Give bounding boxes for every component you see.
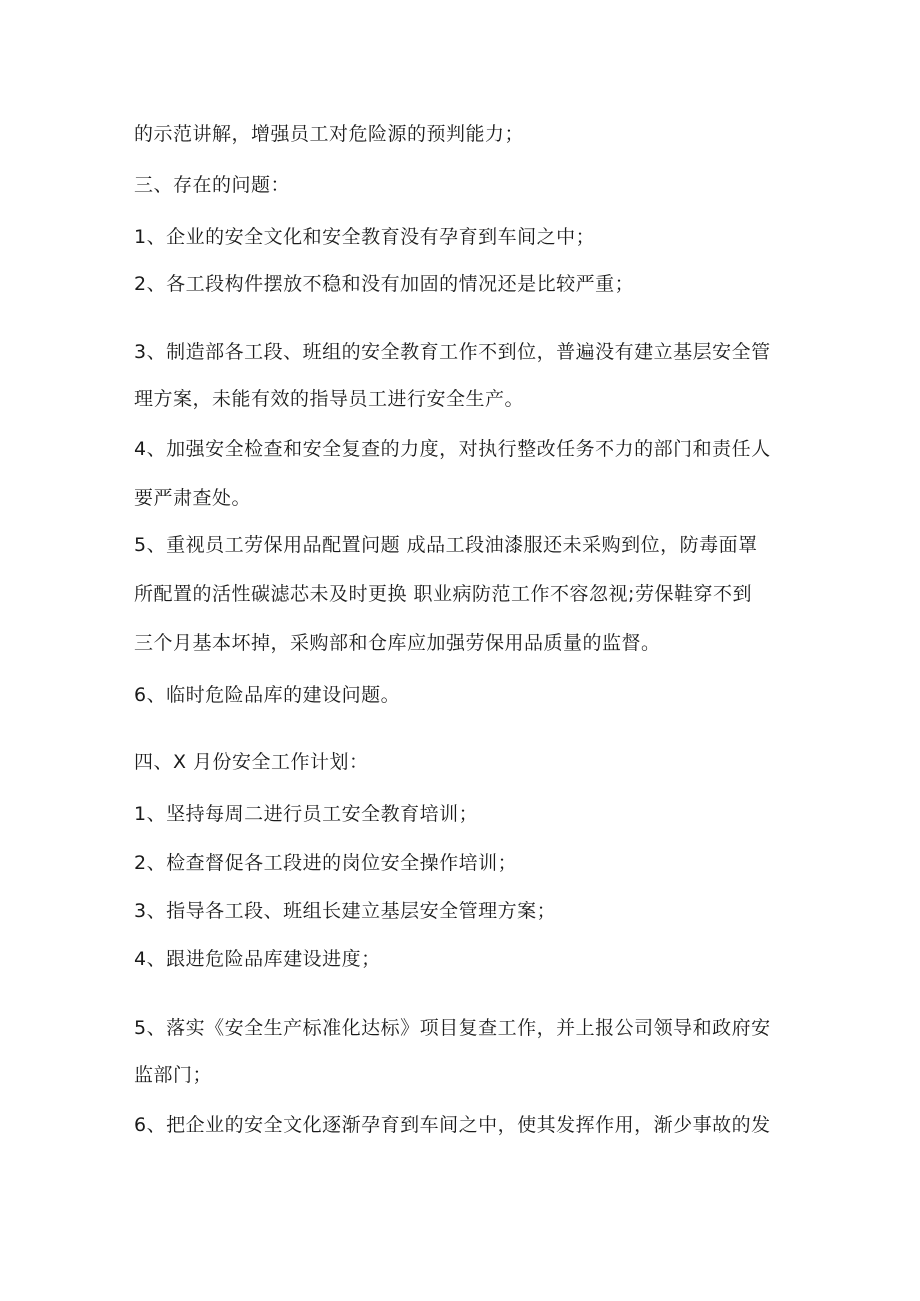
text-line-1: 的示范讲解，增强员工对危险源的预判能力； (134, 123, 525, 145)
text-line-17: 4、跟进危险品库建设进度； (134, 948, 381, 970)
text-line-6: 理方案，未能有效的指导员工进行安全生产。 (134, 388, 525, 410)
section-heading-problems: 三、存在的问题： (134, 174, 291, 196)
text-line-7: 4、加强安全检查和安全复查的力度，对执行整改任务不力的部门和责任人 (134, 438, 771, 460)
text-line-19: 监部门； (134, 1064, 213, 1086)
text-line-11: 三个月基本坏掉，采购部和仓库应加强劳保用品质量的监督。 (134, 632, 661, 654)
text-line-18: 5、落实《安全生产标准化达标》项目复查工作，并上报公司领导和政府安 (134, 1017, 771, 1039)
text-line-8: 要严肃查处。 (134, 487, 252, 509)
section-heading-plan: 四、X 月份安全工作计划： (134, 751, 369, 773)
text-line-14: 1、坚持每周二进行员工安全教育培训； (134, 803, 479, 825)
text-line-4: 2、各工段构件摆放不稳和没有加固的情况还是比较严重； (134, 273, 635, 295)
text-line-16: 3、指导各工段、班组长建立基层安全管理方案； (134, 900, 557, 922)
text-line-12: 6、临时危险品库的建设问题。 (134, 684, 401, 706)
text-line-3: 1、企业的安全文化和安全教育没有孕育到车间之中； (134, 226, 596, 248)
text-line-9: 5、重视员工劳保用品配置问题 成品工段油漆服还未采购到位，防毒面罩 (134, 534, 758, 556)
text-line-20: 6、把企业的安全文化逐渐孕育到车间之中，使其发挥作用，渐少事故的发 (134, 1114, 771, 1136)
text-line-15: 2、检查督促各工段进的岗位安全操作培训； (134, 852, 518, 874)
text-line-10: 所配置的活性碳滤芯未及时更换 职业病防范工作不容忽视;劳保鞋穿不到 (134, 583, 752, 605)
text-line-5: 3、制造部各工段、班组的安全教育工作不到位，普遍没有建立基层安全管 (134, 341, 771, 363)
